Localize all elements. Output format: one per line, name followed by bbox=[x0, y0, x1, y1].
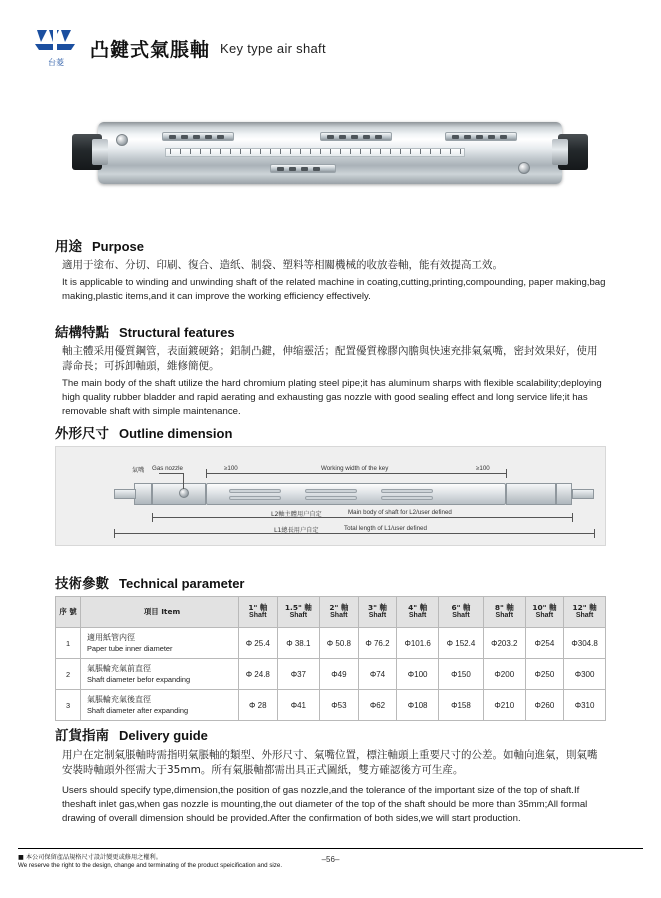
table-header-cell bbox=[397, 597, 439, 628]
structural-body-cn: 軸主體采用優質鋼管，表面鍍硬鉻；鋁制凸鍵，伸缩靈活；配置優質橡膠內膽與快速充排氣氣嘴，密封效果好，使用壽命長；可拆卸軸頭，維修簡便。 bbox=[62, 345, 598, 373]
section-heading-cn: 外形尺寸 bbox=[55, 426, 109, 442]
logo-mark-icon bbox=[33, 26, 79, 56]
drawing-key-slot bbox=[229, 489, 281, 493]
purpose-body bbox=[62, 258, 607, 304]
company-logo bbox=[30, 26, 82, 70]
row-item-cn: 氣脹輪充氣前直徑 bbox=[87, 664, 151, 674]
row-value: Φ310 bbox=[564, 690, 606, 721]
drawing-journal-right bbox=[572, 489, 594, 499]
section-heading-en: Outline dimension bbox=[119, 426, 233, 441]
delivery-body-cn: 用户在定制氣脹軸時需指明氣脹軸的類型、外形尺寸、氣嘴位置，標注軸頭上重要尺寸的公差。如軸向進氣，則氣嘴安裝時軸頭外徑需大于35mm。所有氣脹軸都需出具正式圖紙，雙方確認後方可生産。 bbox=[62, 749, 598, 777]
header-size-en: Shaft bbox=[368, 612, 387, 620]
key-strip bbox=[162, 132, 234, 141]
row-value: Φ 152.4 bbox=[439, 628, 484, 659]
drawing-label-left-gap: ≥100 bbox=[224, 465, 238, 472]
header-size-en: Shaft bbox=[452, 612, 470, 620]
section-heading-cn: 結構特點 bbox=[55, 325, 109, 341]
table-header-cell bbox=[320, 597, 359, 628]
header-size-cn: 12" 軸 bbox=[572, 603, 597, 613]
header-size-cn: 1.5" 軸 bbox=[284, 603, 312, 613]
header-item: 項目 Item bbox=[143, 607, 181, 617]
row-value: Φ108 bbox=[397, 690, 439, 721]
row-item bbox=[81, 659, 239, 690]
purpose-body-cn: 適用于塗布、分切、印刷、復合、造纸、制袋、塑料等相關機械的收放卷軸，能有效提高工效。 bbox=[62, 259, 503, 271]
header-size-en: Shaft bbox=[289, 612, 308, 620]
drawing-label-gas-nozzle-en: Gas nozzle bbox=[152, 465, 183, 472]
drawing-shaft-body bbox=[206, 483, 506, 505]
row-value: Φ49 bbox=[320, 659, 359, 690]
header-size-en: Shaft bbox=[330, 612, 348, 620]
drawing-key-slot bbox=[381, 489, 433, 493]
row-value: Φ 25.4 bbox=[239, 628, 278, 659]
page-number: –56– bbox=[321, 855, 340, 864]
section-heading-cn: 技術參數 bbox=[55, 576, 109, 592]
header-size-en: Shaft bbox=[575, 612, 594, 620]
row-value: Φ300 bbox=[564, 659, 606, 690]
key-strip bbox=[270, 164, 336, 173]
header-size-cn: 8" 軸 bbox=[494, 603, 514, 613]
drawing-label-working-width: Working width of the key bbox=[321, 465, 389, 472]
page-title-en: Key type air shaft bbox=[220, 40, 326, 56]
drawing-key-slot bbox=[305, 496, 357, 500]
header-size-en: Shaft bbox=[408, 612, 427, 620]
row-item bbox=[81, 690, 239, 721]
drawing-label-l2-cn: L2軸主體用户自定 bbox=[271, 511, 322, 518]
drawing-label-l2-en: Main body of shaft for L2/user defined bbox=[348, 509, 452, 516]
row-item-en: Shaft diameter after expanding bbox=[87, 705, 189, 715]
gas-nozzle-icon bbox=[179, 488, 189, 498]
row-value: Φ200 bbox=[483, 659, 525, 690]
section-heading-en: Delivery guide bbox=[119, 728, 208, 743]
section-heading-delivery bbox=[55, 724, 208, 744]
drawing-label-right-gap: ≥100 bbox=[476, 465, 490, 472]
row-value: Φ304.8 bbox=[564, 628, 606, 659]
logo-text: 台菱 bbox=[48, 58, 64, 67]
row-value: Φ250 bbox=[525, 659, 563, 690]
header-no-cn: 序 號 bbox=[59, 607, 77, 617]
delivery-body-en: Users should specify type,dimension,the position of gas nozzle,and the tolerance of the important size of the top of shaft.If theshaft inlet gas,when gas nozzle is mounting,the out diameter of the top of the shaft should be more than 35mm;All formal drawing of overall dimension should be provided.After the confirmation of both sides,we will start production. bbox=[62, 785, 588, 825]
row-value: Φ101.6 bbox=[397, 628, 439, 659]
page-header bbox=[30, 24, 630, 72]
row-item-cn: 氣脹輪充氣後直徑 bbox=[87, 695, 151, 705]
row-value: Φ 24.8 bbox=[239, 659, 278, 690]
section-heading-en: Structural features bbox=[119, 325, 235, 340]
delivery-body bbox=[62, 748, 607, 826]
header-size-cn: 10" 軸 bbox=[532, 603, 557, 613]
table-header-cell bbox=[358, 597, 397, 628]
row-value: Φ 76.2 bbox=[358, 628, 397, 659]
table-header-cell bbox=[277, 597, 319, 628]
section-heading-en: Purpose bbox=[92, 239, 145, 254]
section-heading-cn: 訂貨指南 bbox=[55, 728, 109, 744]
drawing-journal-left bbox=[114, 489, 136, 499]
row-value: Φ100 bbox=[397, 659, 439, 690]
row-value: Φ210 bbox=[483, 690, 525, 721]
drawing-key-slot bbox=[305, 489, 357, 493]
row-value: Φ 38.1 bbox=[277, 628, 319, 659]
row-value: Φ203.2 bbox=[483, 628, 525, 659]
header-size-en: Shaft bbox=[249, 612, 267, 620]
footer-divider bbox=[18, 848, 643, 849]
header-size-cn: 3" 軸 bbox=[367, 603, 387, 613]
row-number: 1 bbox=[56, 628, 81, 659]
row-value: Φ74 bbox=[358, 659, 397, 690]
structural-body-en: The main body of the shaft utilize the hard chromium plating steel pipe;it has aluminum sharps with flexible scalability;deploying high quality rubber bladder and rapid aerating and exhausting gas nozzle with good sealing effect and long service life;it has removable shaft with simple maintenance. bbox=[62, 378, 602, 418]
row-value: Φ62 bbox=[358, 690, 397, 721]
page-title-cn: 凸鍵式氣脹軸 bbox=[90, 38, 211, 61]
drawing-head-right bbox=[506, 483, 556, 505]
section-heading-structural bbox=[55, 321, 235, 341]
table-header-cell bbox=[56, 597, 81, 628]
table-header-row bbox=[56, 597, 606, 628]
shaft-journal-left bbox=[92, 139, 108, 165]
row-value: Φ260 bbox=[525, 690, 563, 721]
header-size-en: Shaft bbox=[535, 612, 554, 620]
structural-body bbox=[62, 344, 607, 419]
row-value: Φ150 bbox=[439, 659, 484, 690]
gas-nozzle-icon bbox=[116, 134, 128, 146]
section-heading-purpose bbox=[55, 235, 144, 255]
table-header-cell bbox=[81, 597, 239, 628]
footer-note-cn: ■ 本公司保留產品規格尺寸設計變更或修用之權利。 bbox=[18, 854, 162, 861]
table-header-cell bbox=[239, 597, 278, 628]
row-item bbox=[81, 628, 239, 659]
row-number: 2 bbox=[56, 659, 81, 690]
row-item-en: Paper tube inner diameter bbox=[87, 643, 173, 653]
shaft-journal-right bbox=[552, 139, 568, 165]
drawing-label-l1-en: Total length of L1/user defined bbox=[344, 525, 427, 532]
table-row bbox=[56, 690, 606, 721]
row-value: Φ41 bbox=[277, 690, 319, 721]
purpose-body-en: It is applicable to winding and unwinding shaft of the related machine in coating,cutting,printing,compounding, paper making,bag making,plastic items,and it can improve the working efficiency effectively. bbox=[62, 277, 606, 303]
table-header-cell bbox=[564, 597, 606, 628]
row-value: Φ254 bbox=[525, 628, 563, 659]
row-item-cn: 適用紙管内徑 bbox=[87, 633, 135, 643]
product-photo bbox=[70, 108, 590, 198]
table-header-cell bbox=[483, 597, 525, 628]
gas-nozzle-icon bbox=[518, 162, 530, 174]
row-value: Φ53 bbox=[320, 690, 359, 721]
drawing-label-gas-nozzle-cn: 氣嘴 bbox=[132, 467, 145, 474]
table-header-cell bbox=[525, 597, 563, 628]
shaft-scale bbox=[165, 148, 465, 157]
outline-dimension-drawing bbox=[55, 446, 606, 546]
section-heading-outline bbox=[55, 422, 232, 442]
footer-note-en: We reserve the right to the design, change and terminating of the product speicification and size. bbox=[18, 862, 283, 869]
drawing-end-cap-left bbox=[134, 483, 152, 505]
header-size-cn: 4" 軸 bbox=[408, 603, 428, 613]
header-size-cn: 1" 軸 bbox=[248, 603, 268, 613]
table-header-cell bbox=[439, 597, 484, 628]
section-heading-cn: 用途 bbox=[55, 239, 82, 255]
table-row bbox=[56, 659, 606, 690]
header-size-cn: 6" 軸 bbox=[451, 603, 471, 613]
row-item-en: Shaft diameter befor expanding bbox=[87, 674, 191, 684]
header-size-cn: 2" 軸 bbox=[329, 603, 349, 613]
row-number: 3 bbox=[56, 690, 81, 721]
header-size-en: Shaft bbox=[495, 612, 514, 620]
key-strip bbox=[320, 132, 392, 141]
drawing-key-slot bbox=[381, 496, 433, 500]
section-heading-technical bbox=[55, 572, 244, 592]
technical-parameter-table bbox=[55, 596, 606, 721]
drawing-label-l1-cn: L1總長用户自定 bbox=[274, 527, 319, 534]
table-row bbox=[56, 628, 606, 659]
row-value: Φ158 bbox=[439, 690, 484, 721]
key-strip bbox=[445, 132, 517, 141]
row-value: Φ 50.8 bbox=[320, 628, 359, 659]
drawing-key-slot bbox=[229, 496, 281, 500]
row-value: Φ37 bbox=[277, 659, 319, 690]
section-heading-en: Technical parameter bbox=[119, 576, 245, 591]
drawing-end-cap-right bbox=[556, 483, 572, 505]
row-value: Φ 28 bbox=[239, 690, 278, 721]
